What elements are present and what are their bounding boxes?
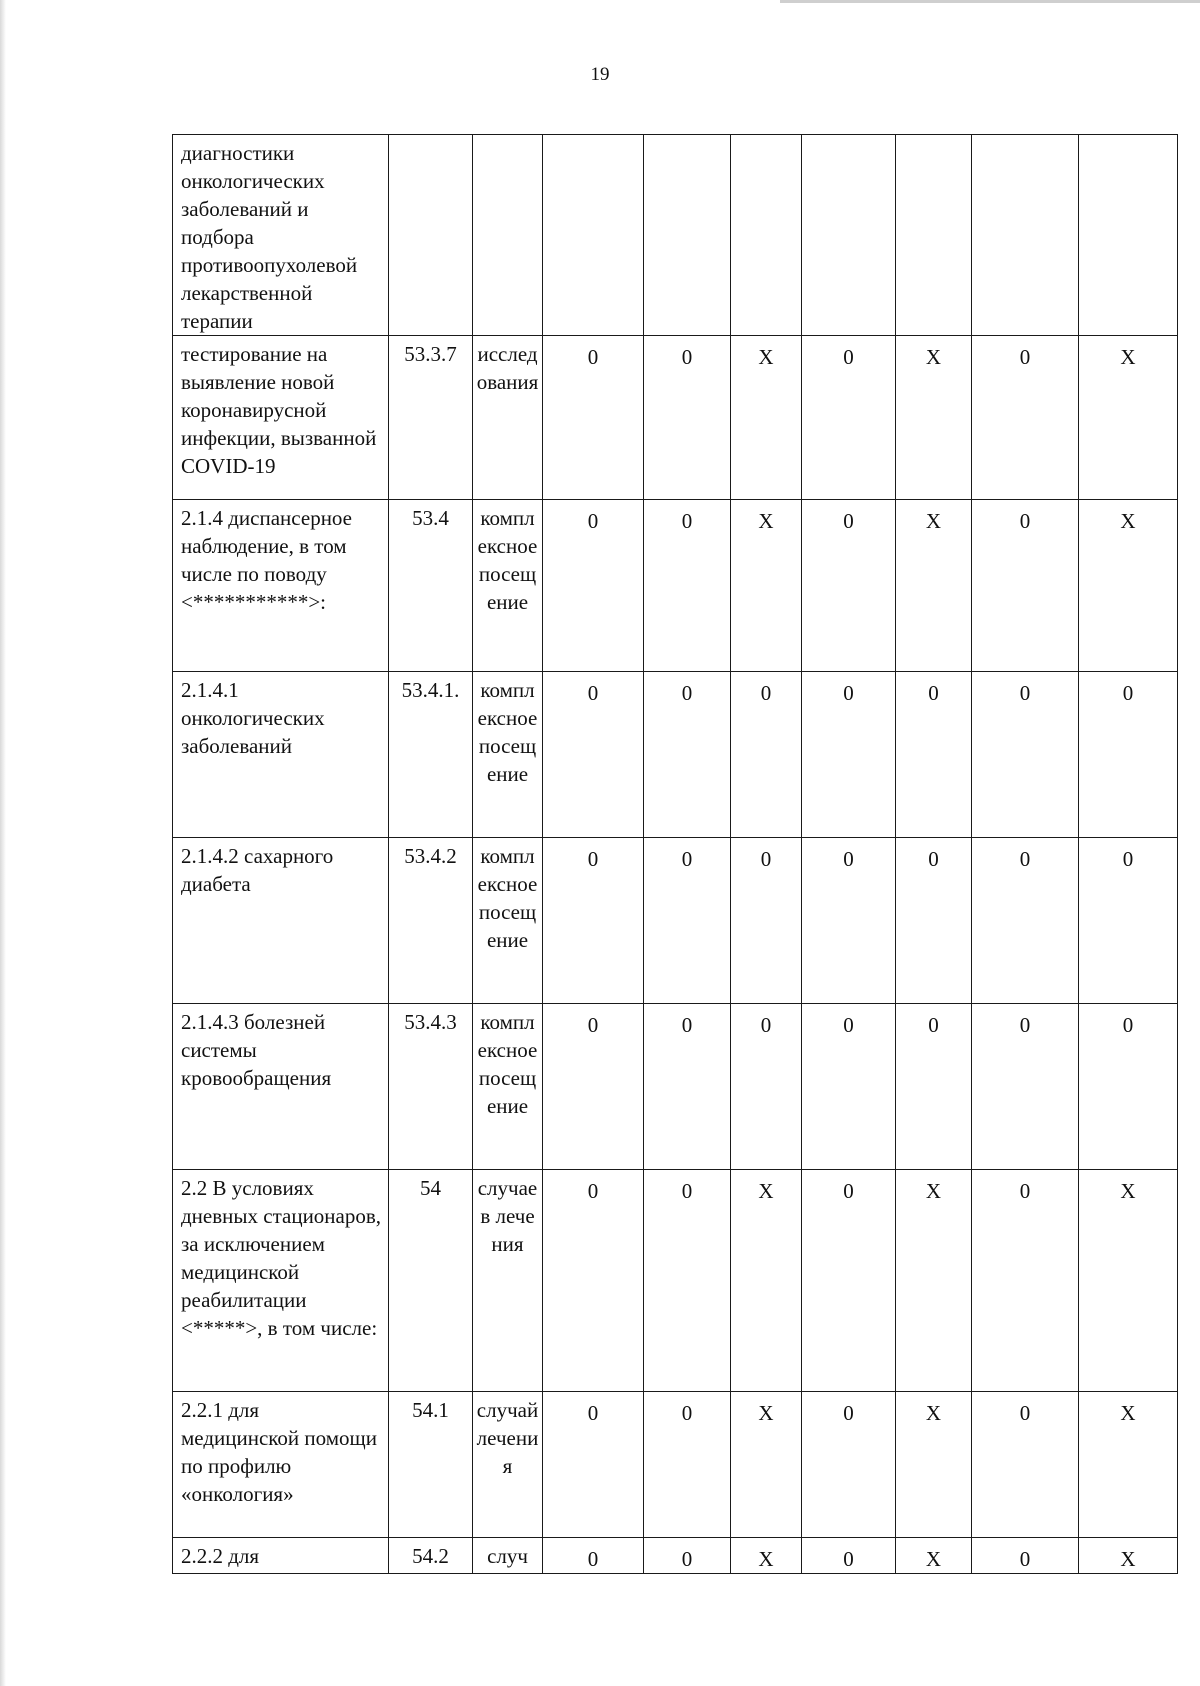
value-cell: 0 <box>972 1538 1079 1574</box>
row-unit-cell: исследования <box>473 336 543 500</box>
value-cell: Х <box>1079 1170 1178 1392</box>
value-cell: 0 <box>644 1004 731 1170</box>
value-cell: Х <box>896 336 972 500</box>
value-cell: Х <box>896 1538 972 1574</box>
value-cell: 0 <box>802 336 896 500</box>
value-cell: 0 <box>644 838 731 1004</box>
page-number: 19 <box>590 64 610 85</box>
table-row <box>173 135 1178 336</box>
value-cell: 0 <box>644 1538 731 1574</box>
value-cell: 0 <box>543 838 644 1004</box>
row-unit-cell: комплексное посещение <box>473 838 543 1004</box>
row-code-cell: 53.4.3 <box>389 1004 473 1170</box>
value-cell: Х <box>731 336 802 500</box>
value-cell: 0 <box>543 1170 644 1392</box>
value-cell: Х <box>1079 500 1178 672</box>
value-cell: 0 <box>731 838 802 1004</box>
value-cell: 0 <box>972 1392 1079 1538</box>
value-cell <box>543 135 644 336</box>
value-cell: Х <box>731 1392 802 1538</box>
value-cell: Х <box>1079 336 1178 500</box>
table-row <box>173 336 1178 500</box>
row-code-cell: 54 <box>389 1170 473 1392</box>
row-unit-cell: случаев лечения <box>473 1170 543 1392</box>
value-cell: 0 <box>543 672 644 838</box>
scan-top-edge <box>780 0 1200 3</box>
value-cell: Х <box>1079 1392 1178 1538</box>
row-name-cell: 2.2 В условиях дневных стационаров, за исключением медицинской реабилитации <*****>, в том числе: <box>173 1170 389 1392</box>
row-unit-cell: комплексное посещение <box>473 1004 543 1170</box>
value-cell: 0 <box>972 672 1079 838</box>
value-cell: 0 <box>644 1170 731 1392</box>
row-unit-cell: комплексное посещение <box>473 500 543 672</box>
value-cell <box>802 135 896 336</box>
row-code-cell: 54.1 <box>389 1392 473 1538</box>
value-cell: 0 <box>543 500 644 672</box>
row-code-cell: 53.4.2 <box>389 838 473 1004</box>
table-row <box>173 1004 1178 1170</box>
value-cell: 0 <box>972 1170 1079 1392</box>
value-cell <box>731 135 802 336</box>
value-cell: 0 <box>972 1004 1079 1170</box>
row-name-cell: 2.2.1 для медицинской помощи по профилю «онкология» <box>173 1392 389 1538</box>
row-name-cell: 2.1.4.1 онкологических заболеваний <box>173 672 389 838</box>
value-cell: Х <box>731 1538 802 1574</box>
value-cell: 0 <box>644 500 731 672</box>
value-cell: Х <box>731 500 802 672</box>
value-cell: 0 <box>802 500 896 672</box>
row-unit-cell <box>473 135 543 336</box>
row-name-cell: 2.1.4.3 болезней системы кровообращения <box>173 1004 389 1170</box>
value-cell: 0 <box>543 1004 644 1170</box>
value-cell: 0 <box>972 500 1079 672</box>
value-cell <box>1079 135 1178 336</box>
value-cell: 0 <box>731 1004 802 1170</box>
value-cell: 0 <box>644 336 731 500</box>
row-code-cell: 54.2 <box>389 1538 473 1574</box>
value-cell: Х <box>731 1170 802 1392</box>
value-cell <box>896 135 972 336</box>
value-cell: 0 <box>802 1004 896 1170</box>
value-cell: 0 <box>896 1004 972 1170</box>
value-cell <box>972 135 1079 336</box>
value-cell: 0 <box>731 672 802 838</box>
table-row <box>173 500 1178 672</box>
row-name-cell: 2.2.2 для <box>173 1538 389 1574</box>
value-cell: 0 <box>972 336 1079 500</box>
value-cell: Х <box>896 1170 972 1392</box>
row-name-cell: диагностики онкологических заболеваний и подбора противоопухолевой лекарственной терапии <box>173 135 389 336</box>
row-unit-cell: случай лечения <box>473 1392 543 1538</box>
value-cell: Х <box>1079 1538 1178 1574</box>
value-cell: 0 <box>1079 838 1178 1004</box>
value-cell: 0 <box>972 838 1079 1004</box>
value-cell: 0 <box>543 1392 644 1538</box>
value-cell: 0 <box>896 672 972 838</box>
value-cell <box>644 135 731 336</box>
value-cell: 0 <box>802 1538 896 1574</box>
value-cell: 0 <box>1079 1004 1178 1170</box>
value-cell: 0 <box>543 336 644 500</box>
scan-edge <box>0 0 6 1686</box>
row-name-cell: тестирование на выявление новой коронавирусной инфекции, вызванной COVID-19 <box>173 336 389 500</box>
value-cell: 0 <box>644 1392 731 1538</box>
row-code-cell: 53.3.7 <box>389 336 473 500</box>
row-name-cell: 2.1.4 диспансерное наблюдение, в том числе по поводу <***********>: <box>173 500 389 672</box>
value-cell: Х <box>896 500 972 672</box>
table-row <box>173 672 1178 838</box>
row-code-cell <box>389 135 473 336</box>
row-unit-cell: комплексное посещение <box>473 672 543 838</box>
value-cell: Х <box>896 1392 972 1538</box>
row-unit-cell: случ <box>473 1538 543 1574</box>
value-cell: 0 <box>802 1170 896 1392</box>
table-row <box>173 838 1178 1004</box>
table-row <box>173 1538 1178 1574</box>
value-cell: 0 <box>802 838 896 1004</box>
value-cell: 0 <box>802 1392 896 1538</box>
value-cell: 0 <box>644 672 731 838</box>
row-code-cell: 53.4 <box>389 500 473 672</box>
value-cell: 0 <box>1079 672 1178 838</box>
value-cell: 0 <box>543 1538 644 1574</box>
table-row <box>173 1392 1178 1538</box>
row-name-cell: 2.1.4.2 сахарного диабета <box>173 838 389 1004</box>
row-code-cell: 53.4.1. <box>389 672 473 838</box>
data-table <box>172 134 1178 1574</box>
table-row <box>173 1170 1178 1392</box>
value-cell: 0 <box>896 838 972 1004</box>
value-cell: 0 <box>802 672 896 838</box>
